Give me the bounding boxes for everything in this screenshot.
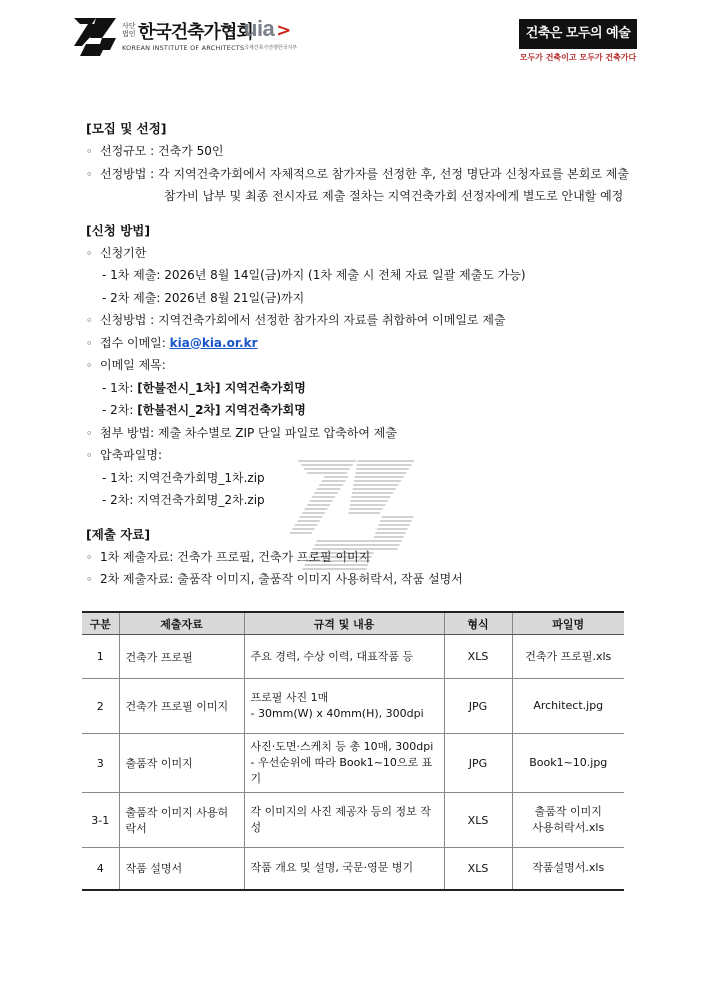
row-number: 3 xyxy=(82,734,119,793)
apply-email-label: 접수 이메일: xyxy=(100,335,170,350)
subject-1-text: [한불전시_1차] 지역건축가회명 xyxy=(137,380,306,395)
apply-deadline-label: 신청기한 xyxy=(100,245,147,260)
recruit-method-text: 선정방법 : 각 지역건축가회에서 자체적으로 참가자를 선정한 후, 선정 명단과 신청자료를 본회로 제출 xyxy=(100,166,629,181)
bullet-icon: ◦ xyxy=(86,449,93,462)
subject-1-prefix: - 1차: xyxy=(102,380,138,395)
apply-deadline xyxy=(86,242,626,265)
uia-arrow-icon: > xyxy=(276,20,292,41)
row-detail xyxy=(244,635,444,679)
row-item: 작품 설명서 xyxy=(119,848,244,890)
document-body xyxy=(86,118,629,591)
apply-attach-text: 첨부 방법: 제출 차수별로 ZIP 단일 파일로 압축하여 제출 xyxy=(100,425,397,440)
bullet-icon: ◦ xyxy=(86,426,93,440)
apply-attach xyxy=(86,422,626,445)
materials-first-text: 1차 제출자료: 건축가 프로필, 건축가 프로필 이미지 xyxy=(100,549,371,564)
org-name: 한국건축가협회 xyxy=(138,22,253,43)
detail-line: 작품 개요 및 설명, 국문·영문 병기 xyxy=(250,861,414,875)
bullet-icon: ◦ xyxy=(86,336,93,350)
row-number: 3-1 xyxy=(82,793,119,848)
row-file xyxy=(512,679,624,734)
row-detail xyxy=(244,734,444,793)
table-row xyxy=(82,734,624,793)
row-item: 건축가 프로필 이미지 xyxy=(119,679,244,734)
apply-deadline-2: - 2차 제출: 2026년 8월 21일(금)까지 xyxy=(102,290,305,305)
subject-2-text: [한불전시_2차] 지역건축가회명 xyxy=(137,403,306,417)
apply-subject-label: 이메일 제목: xyxy=(100,358,166,372)
section-title-apply: [신청 방법] xyxy=(86,222,151,238)
apply-method-text: 신청방법 : 지역건축가회에서 선정한 참가자의 자료를 취합하여 이메일로 제출 xyxy=(100,313,506,327)
table-header-cell: 제출자료 xyxy=(119,612,244,635)
table-header-cell: 규격 및 내용 xyxy=(244,612,444,635)
kia-mark-icon xyxy=(72,16,118,58)
detail-line: 프로필 사진 1매 xyxy=(250,691,329,704)
apply-subject xyxy=(86,354,626,377)
detail-line: 사진·도면·스케치 등 총 10매, 300dpi xyxy=(250,740,434,753)
apply-zip-2: - 2차: 지역건축가회명_2차.zip xyxy=(102,493,265,507)
org-english: KOREAN INSTITUTE OF ARCHITECTS xyxy=(122,44,245,52)
section-title-materials: [제출 자료] xyxy=(86,526,151,542)
row-detail xyxy=(244,793,444,848)
bullet-icon: ◦ xyxy=(86,145,93,158)
campaign-logo-text: 건축은 모두의 예술 xyxy=(519,19,637,49)
bullet-icon: ◦ xyxy=(86,314,93,327)
recruit-method-cont: 참가비 납부 및 최종 전시자료 제출 절차는 지역건축가회 선정자에게 별도로 안내할 예정 xyxy=(164,189,624,203)
row-format: JPG xyxy=(444,679,512,734)
row-number: 4 xyxy=(82,848,119,890)
page-header xyxy=(0,0,707,90)
materials-second-text: 2차 제출자료: 출품작 이미지, 출품작 이미지 사용허락서, 작품 설명서 xyxy=(100,572,463,586)
uia-logo xyxy=(244,16,298,51)
row-detail xyxy=(244,848,444,890)
apply-method xyxy=(86,309,626,332)
org-prefix: 사단법인 xyxy=(122,22,136,38)
file-line: 건축가 프로필.xls xyxy=(525,649,612,663)
row-file xyxy=(512,848,624,890)
bullet-icon: ◦ xyxy=(86,550,93,564)
apply-subject-2 xyxy=(86,399,626,422)
file-line: 작품설명서.xls xyxy=(532,861,605,875)
section-title-recruit: [모집 및 선정] xyxy=(86,121,167,136)
row-item: 출품작 이미지 xyxy=(119,734,244,793)
materials-second xyxy=(86,568,626,591)
file-line: 출품작 이미지 xyxy=(534,805,602,818)
submission-table xyxy=(82,611,624,891)
campaign-logo xyxy=(519,19,637,63)
apply-zip-1: - 1차: 지역건축가회명_1차.zip xyxy=(102,470,265,485)
table-row xyxy=(82,793,624,848)
bullet-icon: ◦ xyxy=(86,359,93,372)
row-number: 1 xyxy=(82,635,119,679)
email-link[interactable]: kia@kia.or.kr xyxy=(169,335,258,350)
table-row xyxy=(82,679,624,734)
table-header-cell: 구분 xyxy=(82,612,119,635)
apply-subject-1 xyxy=(86,377,626,400)
detail-line: 각 이미지의 사진 제공자 등의 정보 작성 xyxy=(250,805,431,834)
row-format: JPG xyxy=(444,734,512,793)
row-file xyxy=(512,734,624,793)
detail-line: 주요 경력, 수상 이력, 대표작품 등 xyxy=(250,649,414,663)
row-format: XLS xyxy=(444,793,512,848)
table-header-cell: 형식 xyxy=(444,612,512,635)
apply-zip xyxy=(86,444,626,467)
table-row xyxy=(82,635,624,679)
table-header-row xyxy=(82,612,624,635)
row-number: 2 xyxy=(82,679,119,734)
row-format: XLS xyxy=(444,635,512,679)
uia-subtitle: 국제건축가연맹한국지부 xyxy=(244,45,298,51)
recruit-method xyxy=(86,163,629,186)
bullet-icon: ◦ xyxy=(86,246,93,260)
row-detail xyxy=(244,679,444,734)
subject-2-prefix: - 2차: xyxy=(102,403,138,417)
file-line: Book1~10.jpg xyxy=(529,756,608,769)
bullet-icon: ◦ xyxy=(86,573,93,586)
bullet-icon: ◦ xyxy=(86,167,93,181)
materials-first xyxy=(86,546,626,569)
apply-email xyxy=(86,332,626,355)
apply-zip-label: 압축파일명: xyxy=(100,448,163,462)
apply-deadline-1: - 1차 제출: 2026년 8월 14일(금)까지 (1차 제출 시 전체 자료 일괄 제출도 가능) xyxy=(102,268,526,282)
row-file xyxy=(512,793,624,848)
row-format: XLS xyxy=(444,848,512,890)
recruit-scale-text: 선정규모 : 건축가 50인 xyxy=(100,144,224,158)
detail-line: - 30mm(W) x 40mm(H), 300dpi xyxy=(250,707,424,720)
file-line: 사용허락서.xls xyxy=(532,821,605,834)
row-item: 건축가 프로필 xyxy=(119,635,244,679)
detail-line: - 우선순위에 따라 Book1~10으로 표기 xyxy=(250,756,433,785)
recruit-scale xyxy=(86,140,626,163)
row-item: 출품작 이미지 사용허락서 xyxy=(119,793,244,848)
file-line: Architect.jpg xyxy=(533,699,604,712)
table-header-cell: 파일명 xyxy=(512,612,624,635)
campaign-caption: 모두가 건축이고 모두가 건축가다 xyxy=(519,53,637,62)
kia-logo xyxy=(72,16,342,58)
row-file xyxy=(512,635,624,679)
uia-word: uia xyxy=(244,16,275,41)
table-row xyxy=(82,848,624,890)
